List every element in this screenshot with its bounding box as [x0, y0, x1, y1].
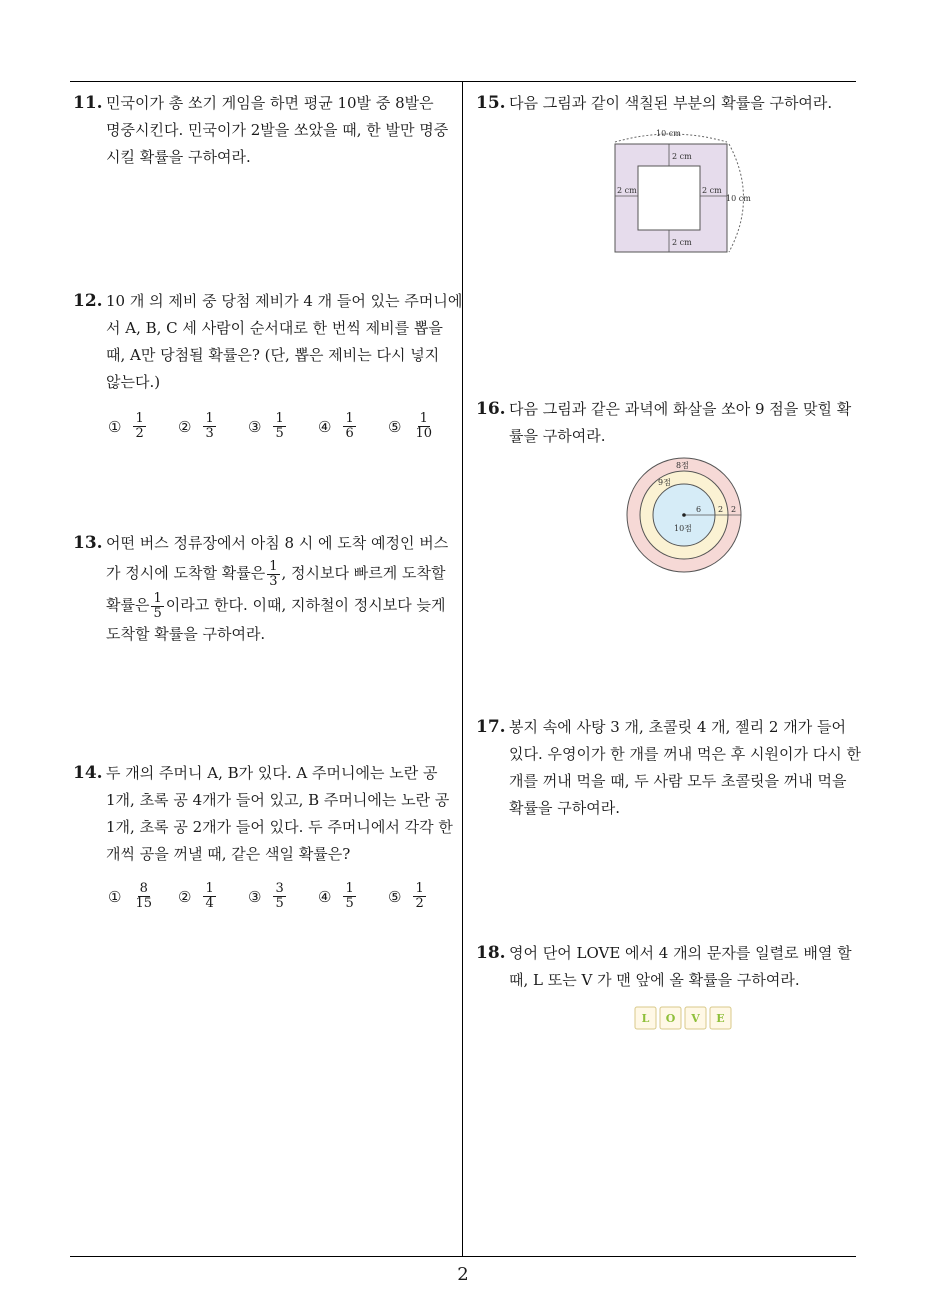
radius-label: 6 — [696, 505, 702, 514]
top-width-label: 2 cm — [672, 152, 692, 161]
problem-text: 어떤 버스 정류장에서 아침 8 시 에 도착 예정인 버스 가 정시에 도착할 확률은 $\frac{1}{3}$ , 정시보다 빠르게 도착할 확률은 $\frac{1}{5}$ 이라고 한다. 이때, 지하철이 정시보다 늦게 도착할 확률을 구하여라. — [106, 534, 449, 643]
shaded-square-figure — [600, 124, 770, 259]
problem-13 — [73, 530, 455, 648]
problem-text: 다음 그림과 같이 색칠된 부분의 확률을 구하여라. — [509, 94, 833, 112]
svg-text:O: O — [665, 1012, 676, 1025]
tile-l — [635, 1007, 656, 1029]
center-dot — [682, 513, 686, 517]
problem-number: 14. — [73, 763, 103, 783]
choice-3[interactable]: ③ $\frac{3}{5}$ — [248, 881, 284, 911]
bottom-width-label: 2 cm — [672, 238, 692, 247]
fraction: $\frac{1}{3}$ — [269, 558, 278, 589]
right-length-label: 10 cm — [726, 194, 751, 203]
problem-number: 11. — [73, 93, 103, 113]
page-number: 2 — [457, 1264, 469, 1285]
problem-15 — [476, 90, 858, 117]
tile-v — [685, 1007, 706, 1029]
problem-12 — [73, 288, 463, 396]
tile-e — [710, 1007, 731, 1029]
fraction: $\frac{1}{5}$ — [153, 590, 162, 621]
bottom-rule — [70, 1256, 856, 1257]
problem-number: 12. — [73, 291, 103, 311]
choice-1[interactable]: ① $\frac{1}{2}$ — [108, 411, 144, 441]
top-rule — [70, 81, 856, 82]
problem-number: 17. — [476, 717, 506, 737]
choice-5[interactable]: ⑤ $\frac{1}{2}$ — [388, 881, 424, 911]
choice-4[interactable]: ④ $\frac{1}{6}$ — [318, 411, 354, 441]
choice-2[interactable]: ② $\frac{1}{4}$ — [178, 881, 214, 911]
problem-text: 민국이가 총 쏘기 게임을 하면 평균 10발 중 8발은 명중시킨다. 민국이가 2발을 쏘았을 때, 한 발만 명중 시킬 확률을 구하여라. — [106, 94, 449, 166]
ring-width-label-1: 2 — [718, 505, 724, 514]
problem-number: 18. — [476, 943, 506, 963]
left-width-label: 2 cm — [617, 186, 637, 195]
problem-18 — [476, 940, 858, 994]
problem-text: 두 개의 주머니 A, B가 있다. A 주머니에는 노란 공 1개, 초록 공 4개가 들어 있고, B 주머니에는 노란 공 1개, 초록 공 2개가 들어 있다. 두 주머니에서 각각 한 개씩 공을 꺼낼 때, 같은 색일 확률은? — [106, 764, 453, 863]
inner-square — [638, 166, 700, 230]
answer-choices — [108, 412, 458, 441]
problem-number: 16. — [476, 399, 506, 419]
svg-text:L: L — [641, 1012, 650, 1025]
problem-number: 13. — [73, 533, 103, 553]
right-width-label: 2 cm — [702, 186, 722, 195]
label-9-points: 9점 — [658, 478, 671, 487]
choice-5[interactable]: ⑤ $\frac{1}{10}$ — [388, 411, 432, 441]
problem-text: 다음 그림과 같은 과녁에 화살을 쏘아 9 점을 맞힐 확 률을 구하여라. — [509, 400, 852, 445]
problem-number: 15. — [476, 93, 506, 113]
svg-text:E: E — [716, 1012, 725, 1025]
answer-choices — [108, 882, 458, 911]
problem-17 — [476, 714, 861, 822]
problem-14 — [73, 760, 455, 868]
choice-2[interactable]: ② $\frac{1}{3}$ — [178, 411, 214, 441]
ring-width-label-2: 2 — [731, 505, 737, 514]
label-8-points: 8점 — [676, 461, 689, 470]
problem-16 — [476, 396, 858, 450]
choice-3[interactable]: ③ $\frac{1}{5}$ — [248, 411, 284, 441]
label-10-points: 10점 — [674, 524, 692, 533]
problem-text: 10 개 의 제비 중 당첨 제비가 4 개 들어 있는 주머니에 서 A, B, C 세 사람이 순서대로 한 번씩 제비를 뽑을 때, A만 당첨될 확률은? (단, 뽑은 제비는 다시 넣지 않는다.) — [106, 292, 463, 391]
column-divider — [462, 82, 463, 1257]
top-length-label: 10 cm — [656, 129, 681, 138]
love-tiles-figure — [634, 1006, 734, 1032]
svg-text:V: V — [691, 1012, 700, 1025]
choice-1[interactable]: ① $\frac{8}{15}$ — [108, 881, 152, 911]
problem-text: 봉지 속에 사탕 3 개, 초콜릿 4 개, 젤리 2 개가 들어 있다. 우영이가 한 개를 꺼내 먹은 후 시원이가 다시 한 개를 꺼내 먹을 때, 두 사람 모두 초콜릿을 꺼내 먹을 확률을 구하여라. — [509, 718, 861, 817]
problem-text: 영어 단어 LOVE 에서 4 개의 문자를 일렬로 배열 할 때, L 또는 V 가 맨 앞에 올 확률을 구하여라. — [509, 944, 852, 989]
problem-11 — [73, 90, 455, 171]
tile-o — [660, 1007, 681, 1029]
target-figure — [624, 455, 744, 575]
choice-4[interactable]: ④ $\frac{1}{5}$ — [318, 881, 354, 911]
